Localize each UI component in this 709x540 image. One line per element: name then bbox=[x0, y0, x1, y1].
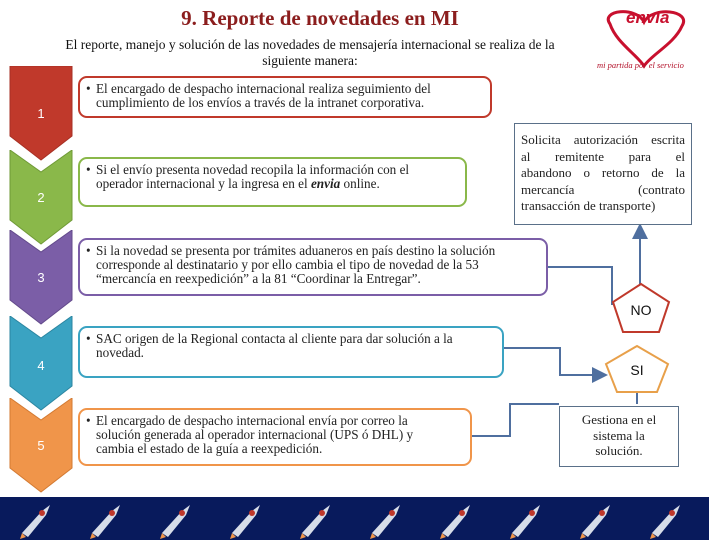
logo-brand-text: envia bbox=[626, 8, 670, 27]
step-2-line-1: Si el envío presenta novedad recopila la información con el bbox=[96, 162, 410, 177]
rocket-icon bbox=[300, 505, 330, 539]
subtitle-line-1: El reporte, manejo y solución de las novedades de mensajería internacional se realiza de la bbox=[65, 37, 555, 52]
bullet: • bbox=[86, 243, 91, 258]
rocket-pattern bbox=[0, 497, 709, 540]
step-4-line-1: SAC origen de la Regional contacta al cliente para dar solución a la bbox=[96, 331, 453, 346]
authorization-line-5: transacción de transporte) bbox=[521, 198, 656, 213]
step-2-line-2b: online. bbox=[340, 176, 380, 191]
step-5-line-3: cambia el estado de la guía a reexpedición. bbox=[96, 441, 323, 456]
rocket-icon bbox=[90, 505, 120, 539]
step-3-line-2: corresponde al destinatario y por ello cambia el tipo de novedad de la 53 bbox=[96, 257, 479, 272]
manage-box bbox=[559, 406, 679, 467]
footer-band bbox=[0, 497, 709, 540]
manage-line-1: Gestiona en el bbox=[581, 412, 657, 427]
step-3-line-1: Si la novedad se presenta por trámites aduaneros en país destino la solución bbox=[96, 243, 496, 258]
step-1-number: 1 bbox=[37, 106, 45, 121]
rocket-icon bbox=[20, 505, 50, 539]
rocket-icon bbox=[650, 505, 680, 539]
step-4-number: 4 bbox=[37, 358, 45, 373]
step-1-line-2: cumplimiento de los envíos a través de la intranet corporativa. bbox=[96, 95, 425, 110]
subtitle-line-2: siguiente manera: bbox=[262, 53, 358, 68]
step-3-line-3: “mercancía en reexpedición” a la 81 “Coordinar la Entregar”. bbox=[96, 271, 421, 286]
step-2-envia: envia bbox=[310, 176, 341, 191]
step-2-number: 2 bbox=[37, 190, 45, 205]
authorization-line-4: mercancía (contrato bbox=[521, 181, 685, 197]
connector-step4-si bbox=[504, 348, 604, 375]
bullet: • bbox=[86, 331, 91, 346]
step-1-line-1: El encargado de despacho internacional realiza seguimiento del bbox=[96, 81, 431, 96]
step-2-line-2a: operador internacional y la ingresa en el bbox=[96, 176, 311, 191]
step-4-line-2: novedad. bbox=[96, 345, 144, 360]
bullet: • bbox=[86, 162, 91, 177]
manage-line-2: sistema la bbox=[593, 427, 645, 443]
no-label: NO bbox=[630, 302, 652, 318]
step-5-number: 5 bbox=[37, 438, 45, 453]
step-5-line-2: solución generada al operador internacional (UPS ó DHL) y bbox=[96, 427, 414, 442]
bullet: • bbox=[86, 81, 91, 96]
rocket-icon bbox=[440, 505, 470, 539]
authorization-line-2: al remitente para el bbox=[521, 148, 685, 164]
manage-line-3: solución. bbox=[595, 443, 643, 458]
bullet: • bbox=[86, 413, 91, 428]
rocket-icon bbox=[370, 505, 400, 539]
authorization-line-1: Solicita autorización escrita bbox=[521, 132, 685, 147]
si-label: SI bbox=[630, 362, 644, 378]
step-3-number: 3 bbox=[37, 270, 45, 285]
connector-step5-manage bbox=[472, 404, 559, 436]
rocket-icon bbox=[580, 505, 610, 539]
rocket-icon bbox=[230, 505, 260, 539]
authorization-line-3: abandono o retorno de la bbox=[521, 165, 685, 180]
authorization-box bbox=[514, 123, 692, 225]
connector-step3-no bbox=[548, 267, 612, 305]
rocket-icon bbox=[510, 505, 540, 539]
page-title: 9. Reporte de novedades en MI bbox=[181, 6, 459, 30]
rocket-icon bbox=[160, 505, 190, 539]
step-5-line-1: El encargado de despacho internacional envía por correo la bbox=[96, 413, 408, 428]
logo-tagline: mi partida por el servicio bbox=[597, 60, 684, 70]
